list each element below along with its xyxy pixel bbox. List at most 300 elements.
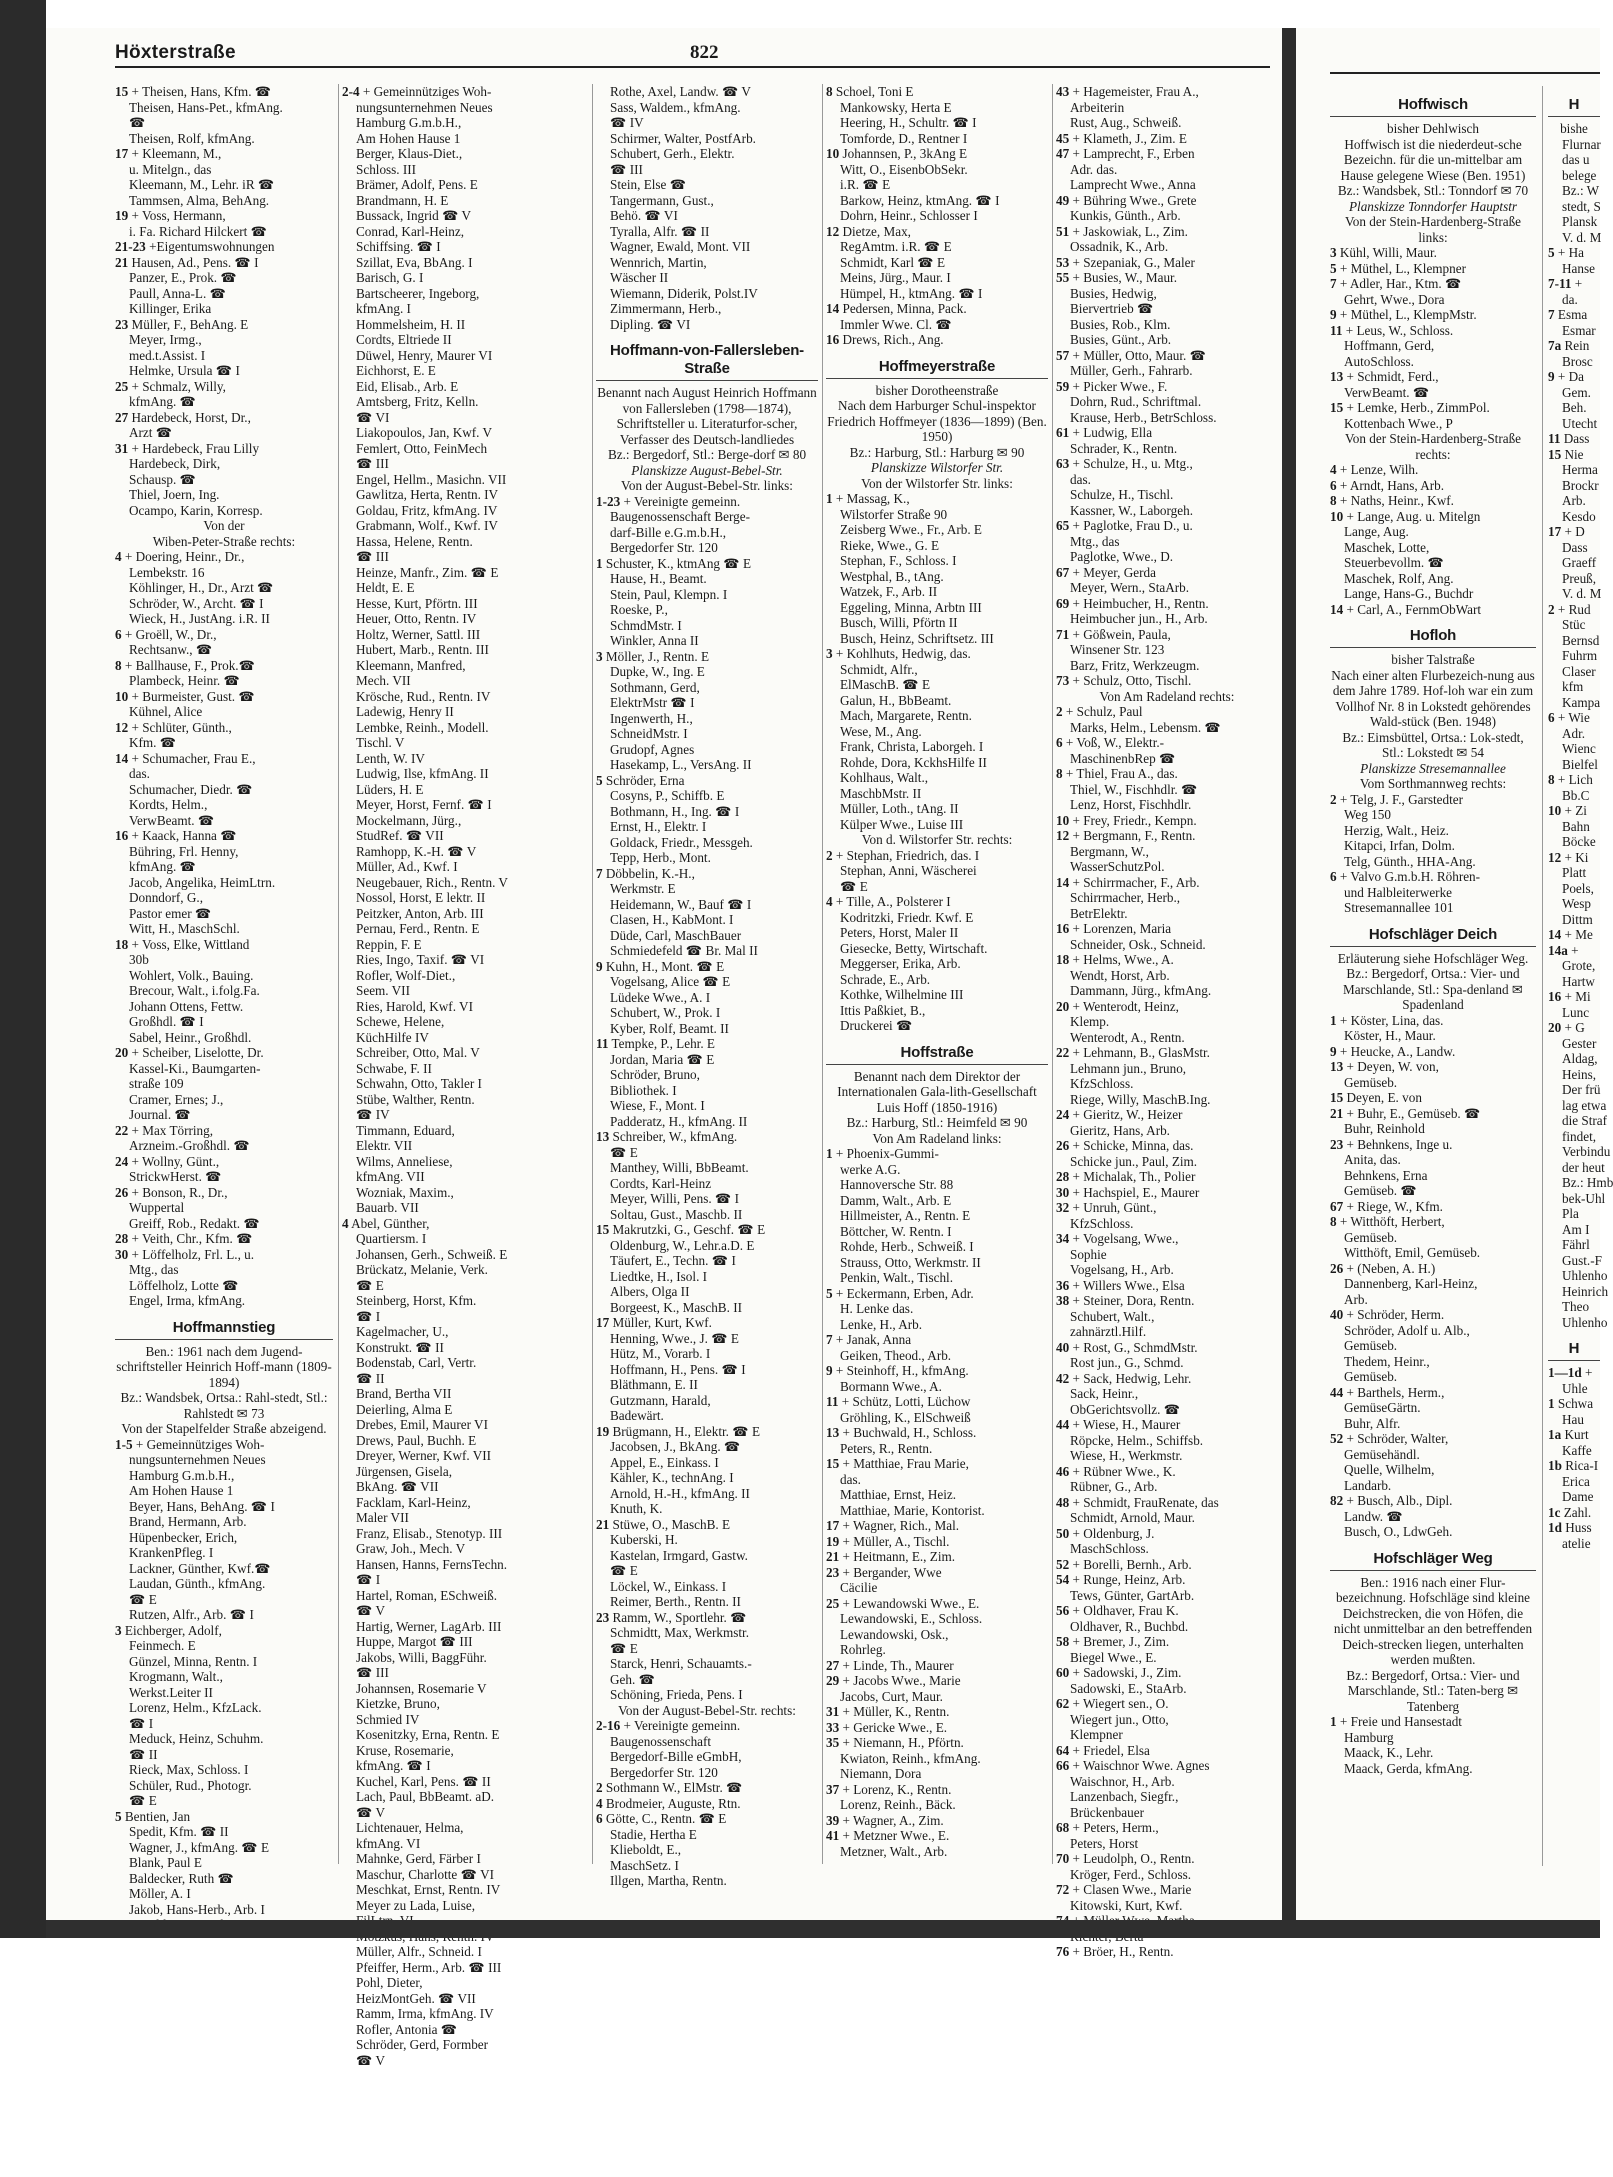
house-entry: 19 Brügmann, H., Elektr. ☎ E (596, 1423, 761, 1439)
resident-line: Schewe, Helene, (356, 1014, 445, 1029)
resident-line: Marks, Helm., Lebensm. ☎ (1070, 719, 1221, 735)
resident-line: ☎ IV (610, 115, 644, 130)
resident-line: Ludwig, Ilse, kfmAng. II (356, 766, 489, 781)
resident-line: Metzner, Walt., Arb. (840, 1843, 948, 1859)
house-number: 23 (596, 1609, 610, 1625)
resident-line: SchneidMstr. I (610, 726, 688, 741)
resident-line: Padderatz, H., kfmAng. II (610, 1113, 748, 1129)
resident-line: Dammann, Jürg., kfmAng. (1070, 983, 1212, 998)
resident-line: Grabmann, Wolf., Kwf. IV (356, 518, 498, 533)
resident-line: Wilms, Anneliese, (356, 1153, 453, 1169)
facing-column-1 (1330, 86, 1536, 1906)
house-entry: 55 + Busies, W., Maur. (1056, 270, 1178, 285)
resident-line: Kitapci, Irfan, Dolm. (1344, 838, 1455, 853)
resident-line: Liedtke, H., Isol. I (610, 1268, 708, 1284)
resident-line: Werkst.Leiter II (129, 1684, 213, 1700)
resident-line: Brandmann, H. E (356, 192, 449, 208)
resident-line: kfmAng. ☎ (129, 394, 196, 409)
house-entry: 56 + Oldhaver, Frau K. (1056, 1603, 1179, 1618)
house-entry: 5 Schröder, Erna (596, 772, 685, 788)
resident-line: Gawlitza, Herta, Rentn. IV (356, 487, 499, 502)
resident-line: Plambeck, Heinr. ☎ (129, 673, 240, 688)
facing-column-2-cut (1548, 86, 1613, 1906)
resident-line: Schreiber, Otto, Mal. V (356, 1045, 480, 1060)
resident-line: Bussack, Ingrid ☎ V (356, 208, 472, 223)
resident-line: Verbindu (1562, 1144, 1611, 1159)
resident-line: Plansk (1562, 214, 1598, 229)
resident-line: i.R. ☎ E (840, 177, 891, 192)
street-note: Ben.: 1961 nach dem Jugend-schriftsteller Heinrich Hoff-mann (1809-1894) (116, 1343, 332, 1390)
house-entry: 26 + Bonson, R., Dr., (115, 1184, 228, 1200)
house-number: 52 (1056, 1556, 1070, 1572)
house-number: 70 (1056, 1851, 1070, 1866)
resident-line: Gehrt, Wwe., Dora (1344, 291, 1445, 307)
house-number: 40 (1056, 1339, 1070, 1355)
resident-line: Kesdo (1562, 508, 1596, 524)
street-heading-rule (1330, 116, 1536, 117)
resident-line: Busies, Günt., Arb. (1070, 332, 1172, 347)
street-note: Von der Stein-Hardenberg-Straße rechts: (1344, 431, 1522, 462)
street-note: bishe (1560, 121, 1588, 136)
street-heading: Hoffmann-von-Fallersleben-Straße (610, 342, 804, 377)
resident-line: Journal. ☎ (129, 1107, 191, 1122)
house-number: 68 (1056, 1820, 1070, 1835)
house-number: 14 (826, 301, 840, 316)
house-number: 3 (596, 648, 603, 664)
house-number: 27 (826, 1657, 840, 1673)
resident-line: Bibliothek. I (610, 1082, 677, 1098)
resident-line: Engel, Irma, kfmAng. (129, 1293, 246, 1308)
street-heading-rule (1330, 647, 1536, 648)
resident-line: Kietzke, Bruno, (356, 1696, 440, 1711)
resident-line: Sack, Heinr., (1070, 1386, 1139, 1401)
house-entry: 48 + Schmidt, FrauRenate, das (1056, 1494, 1219, 1510)
resident-line: Ingenwerth, H., (610, 710, 693, 726)
resident-line: Bläthmann, E. II (610, 1377, 698, 1392)
street-heading-rule (826, 1064, 1048, 1065)
resident-line: HeizMontGeh. ☎ VII (356, 1990, 476, 2006)
house-entry: 66 + Waischnor Wwe. Agnes (1056, 1758, 1210, 1773)
house-number: 15 (1330, 1090, 1344, 1105)
house-entry: 65 + Paglotke, Frau D., u. (1056, 518, 1193, 533)
house-entry: 18 + Helms, Wwe., A. (1056, 952, 1174, 967)
resident-line: Bergedorfer Str. 120 (610, 540, 718, 555)
resident-line: Jacob, Angelika, HeimLtrn. (129, 874, 276, 890)
resident-line: RegAmtm. i.R. ☎ E (840, 239, 952, 254)
resident-line: Brosc (1562, 353, 1593, 369)
house-number: 18 (1056, 952, 1070, 967)
resident-line: Buhr, Reinhold (1344, 1121, 1425, 1136)
column-divider (1542, 86, 1543, 1866)
street-note: Benannt nach dem Direktor der Internationalen Gala-lith-Gesellschaft Luis Hoff (1850-1916) (837, 1068, 1037, 1115)
resident-line: Schicke jun., Paul, Zim. (1070, 1153, 1198, 1169)
house-number: 21-23 (115, 239, 146, 254)
house-number: 11 (596, 1036, 609, 1051)
resident-line: Wendt, Horst, Arb. (1070, 967, 1170, 983)
house-number: 22 (1056, 1045, 1070, 1060)
resident-line: ☎ IV (356, 1107, 390, 1122)
house-entry: 68 + Peters, Herm., (1056, 1820, 1159, 1835)
resident-line: Hubert, Marb., Rentn. III (356, 642, 489, 657)
house-number: 7 (826, 1332, 833, 1347)
house-entry: 2-16 + Vereinigte gemeinn. (596, 1718, 741, 1733)
resident-line: Hardebeck, Dirk, (129, 456, 221, 471)
resident-line: Lorenz, Reinh., Bäck. (840, 1797, 956, 1812)
resident-line: Witt, O., EisenbObSekr. (840, 161, 968, 177)
house-number: 76 (1056, 1944, 1070, 1959)
house-entry: 6 Götte, C., Rentn. ☎ E (596, 1811, 727, 1826)
resident-line: zahnärztl.Hilf. (1070, 1324, 1147, 1339)
resident-line: Cramer, Ernes; J., (129, 1091, 224, 1107)
house-number: 60 (1056, 1665, 1070, 1680)
resident-line: kfmAng. VI (356, 1835, 421, 1851)
resident-line: KrankenPfleg. I (129, 1545, 214, 1560)
house-number: 1 (1330, 1012, 1337, 1028)
house-number: 61 (1056, 425, 1070, 440)
house-number: 17 (115, 146, 129, 161)
resident-line: Ladewig, Henry II (356, 704, 454, 719)
resident-line: Wese, M., Ang. (840, 723, 922, 739)
house-number: 22 (115, 1122, 129, 1138)
house-entry: 69 + Heimbucher, H., Rentn. (1056, 595, 1209, 611)
resident-line: bek-Uhl (1562, 1190, 1606, 1206)
resident-line: Wozniak, Maxim., (356, 1184, 454, 1200)
house-number: 1b (1548, 1458, 1562, 1473)
resident-line: Müller, Loth., tAng. II (840, 801, 959, 816)
resident-line: Am Hohen Hause 1 (356, 130, 461, 146)
resident-line: Schulze, H., Tischl. (1070, 487, 1174, 502)
resident-line: Witt, H., MaschSchl. (129, 921, 240, 936)
resident-line: Arzt ☎ (129, 425, 173, 440)
house-number: 20 (1056, 998, 1070, 1014)
resident-line: Tews, Günter, GartArb. (1070, 1587, 1195, 1603)
resident-line: Brückenbauer (1070, 1804, 1144, 1820)
scan-edge-bottom (46, 1920, 1600, 1938)
facing-page (1296, 28, 1613, 1923)
house-number: 46 (1056, 1463, 1070, 1479)
resident-line: Kothke, Wilhelmine III (840, 987, 964, 1002)
street-note: Von der Wilstorfer Str. links: (861, 475, 1013, 491)
house-entry: 12 + Bergmann, F., Rentn. (1056, 828, 1196, 843)
house-entry: 24 + Gieritz, W., Heizer (1056, 1107, 1183, 1122)
house-entry: 37 + Lorenz, K., Rentn. (826, 1781, 952, 1797)
resident-line: ☎ III (356, 549, 389, 564)
house-entry: 9 + Müthel, L., KlempMstr. (1330, 307, 1477, 322)
resident-line: da. (1562, 291, 1578, 307)
resident-line: AutoSchloss. (1344, 353, 1414, 369)
resident-line: ElMaschB. ☎ E (840, 677, 931, 692)
house-number: 4 (1330, 462, 1337, 477)
house-entry: 23 Müller, F., BehAng. E (115, 316, 249, 332)
resident-line: Schiffsing. ☎ I (356, 239, 441, 254)
house-number: 41 (826, 1828, 840, 1843)
resident-line: Jordan, Maria ☎ E (610, 1051, 715, 1067)
resident-line: ElektrMstr ☎ I (610, 695, 695, 710)
resident-line: Peters, R., Rentn. (840, 1440, 933, 1456)
house-entry: 21-23 +Eigentumswohnungen (115, 239, 275, 254)
house-entry: 15 + Lemke, Herb., ZimmPol. (1330, 400, 1490, 415)
resident-line: ☎ E (129, 1591, 157, 1607)
resident-line: Gemüseb. (1344, 1338, 1398, 1353)
house-number: 48 (1056, 1494, 1070, 1510)
resident-line: Hillmeister, A., Rentn. E (840, 1208, 971, 1223)
resident-line: Kühnel, Alice (129, 704, 203, 719)
resident-line: Lüders, H. E (356, 781, 424, 797)
resident-line: Tepp, Herb., Mont. (610, 850, 711, 865)
house-entry: 12 Dietze, Max, (826, 223, 911, 239)
resident-line: Kleemann, M., Lehr. iR ☎ (129, 177, 275, 192)
house-number: 15 (596, 1222, 610, 1237)
resident-line: Stadie, Hertha E (610, 1826, 697, 1842)
resident-line: Anita, das. (1344, 1152, 1401, 1167)
house-number: 15 (826, 1456, 840, 1471)
resident-line: Am I (1562, 1221, 1590, 1237)
resident-line: Wiese, F., Mont. I (610, 1098, 705, 1113)
resident-line: lag etwa (1562, 1097, 1607, 1113)
house-entry: 1-5 + Gemeinnütziges Woh- (115, 1436, 265, 1452)
resident-line: Maack, Gerda, kfmAng. (1344, 1760, 1473, 1776)
resident-line: Kastelan, Irmgard, Gastw. (610, 1547, 748, 1563)
resident-line: Matthiae, Marie, Kontorist. (840, 1502, 985, 1518)
resident-line: Quartiersm. I (356, 1231, 427, 1246)
house-number: 7-11 (1548, 276, 1572, 291)
resident-line: Mtg., das (129, 1262, 179, 1277)
resident-line: Düwel, Henry, Maurer VI (356, 347, 493, 363)
house-entry: 3 Möller, J., Rentn. E (596, 648, 710, 664)
resident-line: ☎ III (610, 161, 643, 177)
resident-line: Dreyer, Werner, Kwf. VII (356, 1448, 492, 1463)
resident-line: Hartw (1562, 973, 1595, 989)
resident-line: Strauss, Otto, Werkmstr. II (840, 1254, 981, 1270)
resident-line: Kagelmacher, U., (356, 1324, 449, 1339)
house-entry: 1—1d + (1548, 1365, 1593, 1380)
resident-line: ☎ V (356, 2052, 386, 2068)
house-number: 8 (826, 84, 833, 99)
resident-line: Müller, Ad., Kwf. I (356, 859, 458, 874)
resident-line: Sothmann, Gerd, (610, 679, 700, 695)
resident-line: Peters, Horst, Maler II (840, 925, 959, 940)
resident-line: das u (1562, 152, 1590, 167)
resident-line: Kröger, Ferd., Schloss. (1070, 1866, 1192, 1882)
resident-line: Tischl. V (356, 735, 405, 750)
resident-line: Penkin, Walt., Tischl. (840, 1270, 954, 1285)
resident-line: Schumacher, Diedr. ☎ (129, 781, 253, 797)
resident-line: KfzSchloss. (1070, 1076, 1134, 1091)
resident-line: Dannenberg, Karl-Heinz, (1344, 1276, 1478, 1291)
street-note: Bz.: Harburg, Stl.: Harburg ✉ 90 (849, 444, 1025, 460)
house-number: 47 (1056, 146, 1070, 161)
resident-line: ☎ III (356, 1665, 389, 1680)
house-number: 73 (1056, 673, 1070, 688)
house-entry: 20 + Wenterodt, Heinz, (1056, 998, 1179, 1014)
resident-line: Cordts, Eltriede II (356, 332, 452, 347)
resident-line: Meyer, Wern., StaArb. (1070, 580, 1190, 595)
resident-line: Peters, Horst (1070, 1835, 1139, 1851)
resident-line: ObGerichtsvollz. ☎ (1070, 1401, 1181, 1417)
resident-line: Bergmann, W., (1070, 843, 1149, 859)
house-entry: 7-11 + (1548, 276, 1583, 291)
resident-line: kfmAng. VII (356, 1169, 425, 1184)
house-entry: 25 + Lewandowski Wwe., E. (826, 1595, 980, 1611)
house-entry: 7 Döbbelin, K.-H., (596, 865, 695, 881)
house-number: 30 (115, 1246, 129, 1262)
resident-line: Rofler, Antonia ☎ (356, 2021, 458, 2037)
resident-line: Kaffe (1562, 1442, 1592, 1458)
house-number: 1 (826, 491, 833, 506)
street-note: Planskizze Stresemannallee (1360, 760, 1506, 776)
resident-line: Rieke, Wwe., G. E (840, 537, 940, 553)
resident-line: kfmAng. I (356, 301, 411, 316)
house-entry: 32 + Unruh, Günt., (1056, 1200, 1157, 1215)
resident-line: Thiel, Joern, Ing. (129, 487, 220, 502)
column-divider (592, 84, 593, 1864)
resident-line: Schloss. III (356, 161, 417, 177)
resident-line: VerwBeamt. ☎ (1344, 384, 1430, 400)
resident-line: das. (840, 1471, 861, 1487)
resident-line: Meins, Jürg., Maur. I (840, 270, 951, 285)
resident-line: Borgeest, K., MaschB. II (610, 1299, 742, 1315)
house-number: 1d (1548, 1520, 1562, 1535)
resident-line: Galun, H., BbBeamt. (840, 692, 952, 708)
street-note: Bz.: Bergedorf, Ortsa.: Vier- und Marschlande, Stl.: Taten-berg ✉ Tatenberg (1346, 1667, 1520, 1714)
resident-line: Kordts, Helm., (129, 797, 208, 812)
house-number: 23 (115, 316, 129, 332)
resident-line: Oldhaver, R., Buchbd. (1070, 1618, 1189, 1634)
resident-line: Böcke (1562, 834, 1596, 849)
house-entry: 29 + Jacobs Wwe., Marie (826, 1673, 961, 1688)
house-entry: 8 + Witthöft, Herbert, (1330, 1214, 1445, 1229)
resident-line: Bb.C (1562, 787, 1590, 803)
resident-line: Stephan, F., Schloss. I (840, 553, 957, 568)
street-note: Erläuterung siehe Hofschläger Weg. (1337, 950, 1529, 966)
resident-line: Hartel, Roman, ESchweiß. (356, 1587, 497, 1603)
house-entry: 4 Brodmeier, Auguste, Rtn. (596, 1795, 741, 1811)
resident-line: Bartscheerer, Ingeborg, (356, 285, 480, 301)
resident-line: Dittm (1562, 911, 1593, 927)
resident-line: Adr. das. (1070, 161, 1118, 177)
resident-line: Soltau, Gust., Maschb. II (610, 1206, 743, 1222)
house-number: 10 (1330, 508, 1344, 524)
house-number: 6 (115, 626, 122, 642)
resident-line: Brecour, Walt., i.folg.Fa. (129, 983, 260, 998)
resident-line: Ramhopp, K.-H. ☎ V (356, 843, 477, 859)
house-entry: 22 + Lehmann, B., GlasMstr. (1056, 1045, 1210, 1060)
house-entry: 2-4 + Gemeinnütziges Woh- (342, 84, 492, 99)
house-entry: 4 Abel, Günther, (342, 1215, 430, 1231)
resident-line: Appel, E., Einkass. I (610, 1454, 719, 1470)
house-number: 37 (826, 1781, 840, 1797)
resident-line: Sass, Waldem., kfmAng. (610, 99, 741, 115)
house-entry: 40 + Rost, G., SchmdMstr. (1056, 1339, 1198, 1355)
resident-line: Rechtsanw., ☎ (129, 642, 213, 657)
resident-line: Roeske, P., (610, 602, 668, 617)
resident-line: Dame (1562, 1489, 1594, 1504)
resident-line: Rohde, Dora, KckhsHilfe II (840, 754, 987, 770)
house-number: 2 (1548, 601, 1555, 617)
house-number: 9 (826, 1363, 833, 1378)
resident-line: Uhlenho (1562, 1268, 1608, 1283)
house-entry: 17 + Wagner, Rich., Mal. (826, 1518, 960, 1533)
street-note: Bz.: Eimsbüttel, Ortsa.: Lok-stedt, Stl.: Lokstedt ✉ 54 (1342, 729, 1524, 760)
resident-line: Gemüseb. ☎ (1344, 1183, 1417, 1198)
resident-line: Goldau, Fritz, kfmAng. IV (356, 502, 498, 518)
house-number: 12 (1548, 849, 1562, 865)
resident-line: Albers, Olga II (610, 1284, 690, 1299)
resident-line: Barz, Fritz, Werkzeugm. (1070, 657, 1200, 673)
resident-line: Hommelsheim, H. II (356, 316, 466, 332)
house-number: 2-16 (596, 1718, 621, 1733)
house-entry: 61 + Ludwig, Ella (1056, 425, 1153, 440)
resident-line: Meyer zu Lada, Luise, (356, 1897, 476, 1913)
house-entry: 1d Huss (1548, 1520, 1592, 1535)
resident-line: Jacobsen, J., BkAng. ☎ (610, 1439, 741, 1454)
house-entry: 59 + Picker Wwe., F. (1056, 378, 1168, 394)
house-number: 5 (596, 772, 603, 788)
house-number: 8 (1330, 493, 1337, 508)
house-number: 26 (1056, 1138, 1070, 1153)
resident-line: Schmiedefeld ☎ Br. Mal II (610, 943, 758, 958)
house-entry: 17 + Kleemann, M., (115, 146, 222, 161)
resident-line: Hamburg (1344, 1729, 1394, 1745)
resident-line: Johansen, Gerh., Schweiß. E (356, 1246, 508, 1262)
resident-line: das. (129, 766, 150, 781)
resident-line: Ries, Ingo, Taxif. ☎ VI (356, 952, 485, 967)
street-note: bisher Talstraße (1391, 652, 1475, 667)
resident-line: Kleemann, Manfred, (356, 657, 466, 673)
resident-line: Cäcilie (840, 1580, 878, 1595)
resident-line: Hoffmann, Gerd, (1344, 338, 1435, 353)
street-heading: Hoffmannstieg (172, 1318, 276, 1336)
resident-line: Graeff (1562, 555, 1597, 570)
house-number: 5 (1548, 245, 1555, 260)
resident-line: Klemp. (1070, 1014, 1110, 1029)
resident-line: Liakopoulos, Jan, Kwf. V (356, 425, 493, 440)
house-number: 12 (826, 223, 840, 239)
resident-line: Goldack, Friedr., Messgeh. (610, 834, 753, 850)
resident-line: Wuppertal (129, 1200, 185, 1215)
house-number: 14 (1056, 874, 1070, 890)
house-number: 39 (826, 1812, 840, 1828)
resident-line: Gem. (1562, 384, 1591, 400)
resident-line: Schrade, E., Arb. (840, 971, 931, 987)
house-number: 59 (1056, 378, 1070, 394)
resident-line: Wagner, Ewald, Mont. VII (610, 239, 751, 254)
resident-line: Frank, Christa, Laborgeh. I (840, 739, 984, 754)
house-number: 33 (826, 1719, 840, 1735)
resident-line: Greiff, Rob., Redakt. ☎ (129, 1215, 260, 1231)
house-entry: 10 + Frey, Friedr., Kempn. (1056, 812, 1197, 828)
resident-line: Beyer, Hans, BehAng. ☎ I (129, 1498, 275, 1514)
house-number: 1c (1548, 1504, 1561, 1520)
resident-line: Maschek, Lotte, (1344, 539, 1430, 555)
resident-line: Hüpenbecker, Erich, (129, 1529, 238, 1545)
resident-line: Rothe, Axel, Landw. ☎ V (610, 84, 751, 99)
resident-line: kfmAng. ☎ I (356, 1758, 431, 1773)
house-number: 3 (826, 646, 833, 661)
house-entry: 1 + Massag, K., (826, 491, 910, 506)
resident-line: Arbeiterin (1070, 99, 1125, 115)
resident-line: Graw, Joh., Mech. V (356, 1541, 466, 1556)
house-entry: 21 Hausen, Ad., Pens. ☎ I (115, 254, 259, 270)
house-entry: 3 + Kohlhuts, Hedwig, das. (826, 646, 971, 661)
resident-line: Brückatz, Melanie, Verk. (356, 1262, 488, 1277)
house-number: 9 (1330, 307, 1337, 322)
resident-line: Wiegert jun., Otto, (1070, 1711, 1169, 1727)
resident-line: Telg, Günth., HHA-Ang. (1344, 853, 1476, 869)
resident-line: SchmdMstr. I (610, 617, 682, 633)
house-entry: 62 + Wiegert sen., O. (1056, 1696, 1169, 1711)
house-number: 6 (596, 1811, 603, 1826)
